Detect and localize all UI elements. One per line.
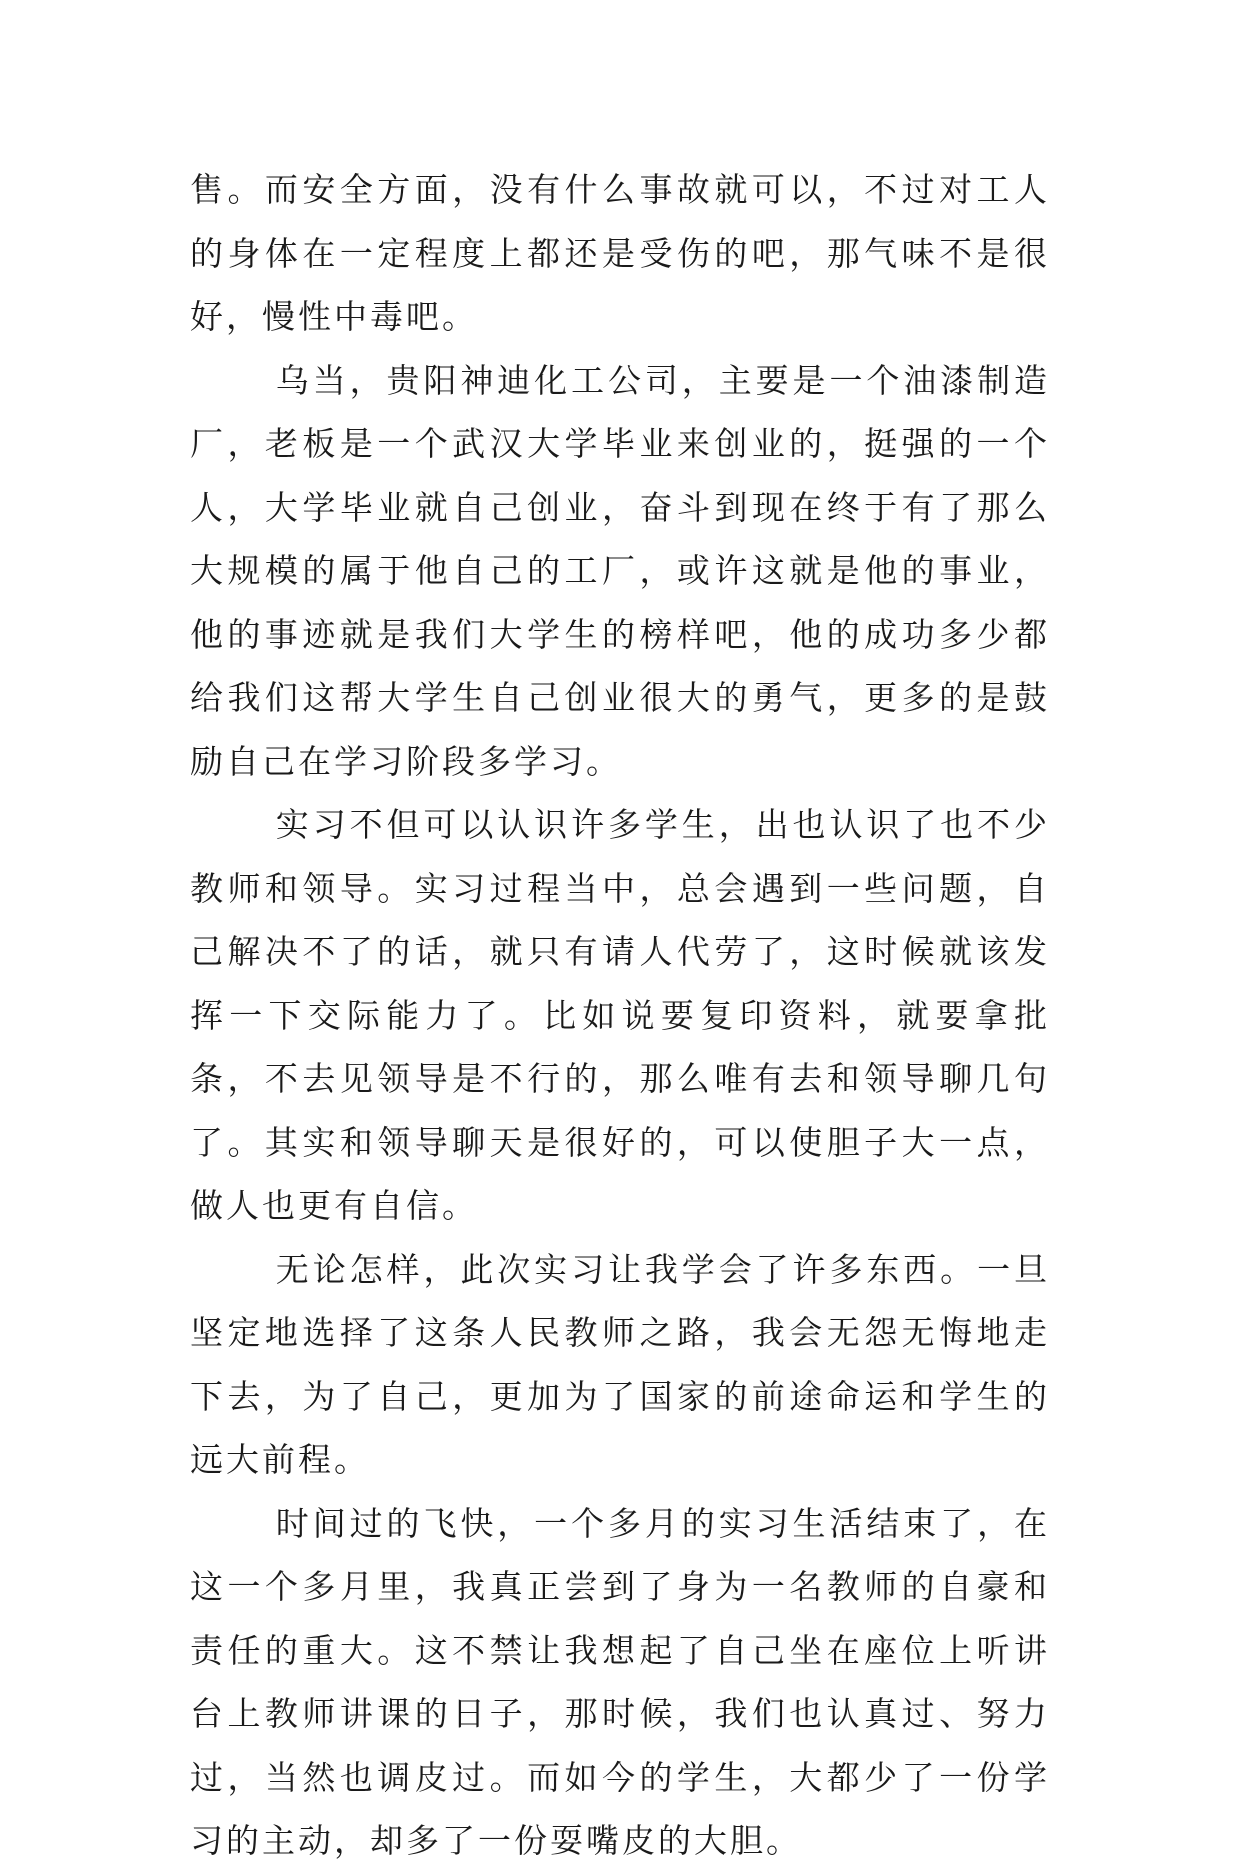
paragraph-4: 无论怎样，此次实习让我学会了许多东西。一旦坚定地选择了这条人民教师之路，我会无怨无悔地走下去，为了自己，更加为了国家的前途命运和学生的远大前程。 <box>190 1249 1050 1479</box>
paragraph-1: 售。而安全方面，没有什么事故就可以，不过对工人的身体在一定程度上都还是受伤的吧，那气味不是很好，慢性中毒吧。 <box>190 170 1050 336</box>
paragraph-5: 时间过的飞快，一个多月的实习生活结束了，在这一个多月里，我真正尝到了身为一名教师的自豪和责任的重大。这不禁让我想起了自己坐在座位上听讲台上教师讲课的日子，那时候，我们也认真过、努力过，当然也调皮过。而如今的学生，大都少了一份学习的主动，却多了一份耍嘴皮的大胆。 <box>190 1503 1050 1860</box>
paragraph-2: 乌当，贵阳神迪化工公司，主要是一个油漆制造厂，老板是一个武汉大学毕业来创业的，挺强的一个人，大学毕业就自己创业，奋斗到现在终于有了那么大规模的属于他自己的工厂，或许这就是他的事业，他的事迹就是我们大学生的榜样吧，他的成功多少都给我们这帮大学生自己创业很大的勇气，更多的是鼓励自己在学习阶段多学习。 <box>190 360 1050 781</box>
paragraph-3: 实习不但可以认识许多学生，出也认识了也不少教师和领导。实习过程当中，总会遇到一些问题，自己解决不了的话，就只有请人代劳了，这时候就该发挥一下交际能力了。比如说要复印资料，就要拿批条，不去见领导是不行的，那么唯有去和领导聊几句了。其实和领导聊天是很好的，可以使胆子大一点，做人也更有自信。 <box>190 805 1050 1225</box>
document-body <box>190 158 1050 1873</box>
